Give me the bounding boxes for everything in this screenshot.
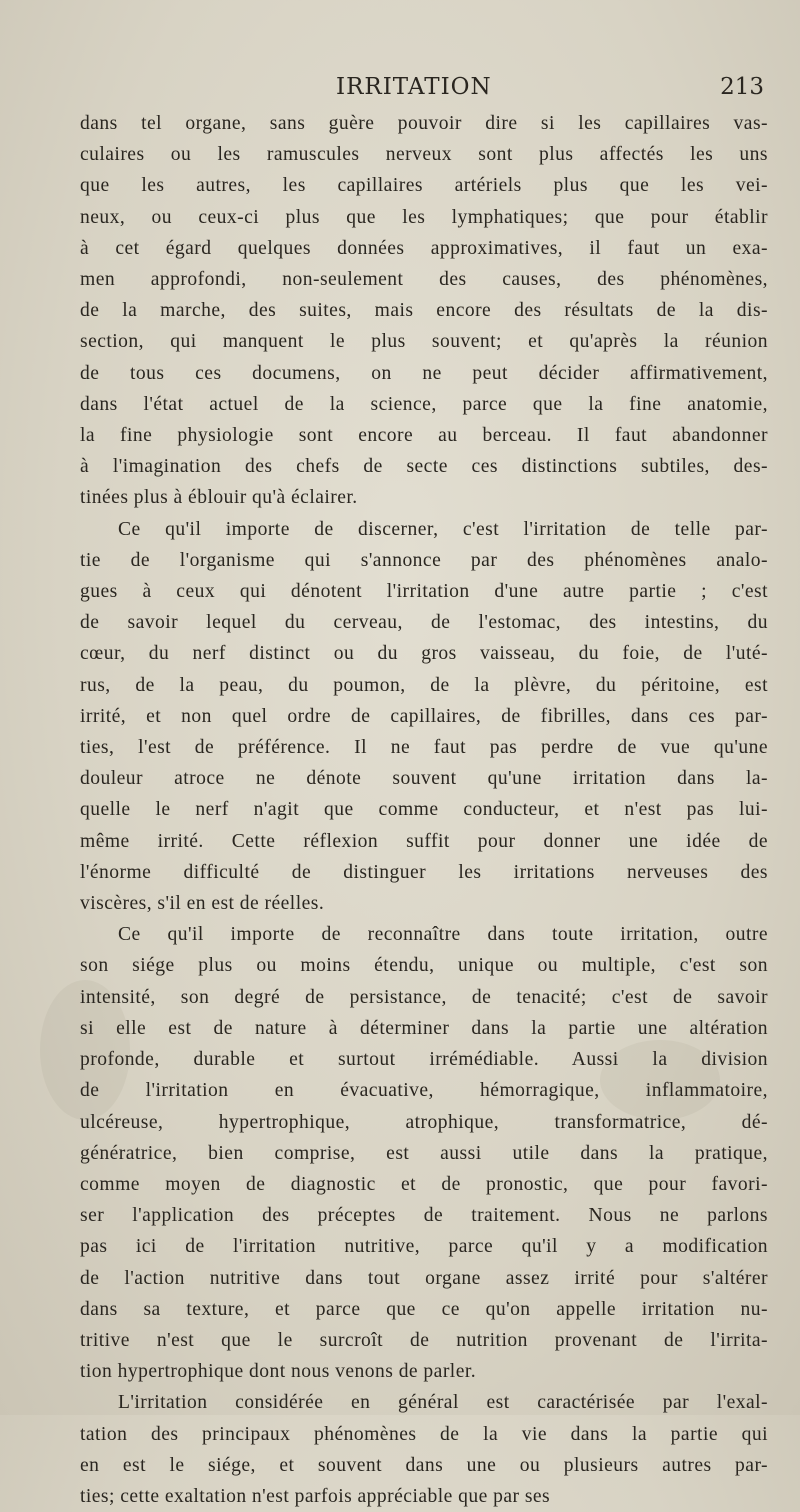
paragraph <box>80 1387 768 1512</box>
text-line: culaires ou les ramuscules nerveux sont plus affectés les uns <box>80 144 768 166</box>
text-line: ser l'application des préceptes de traitement. Nous ne parlons <box>80 1205 768 1227</box>
text-line: que les autres, les capillaires artériels plus que les vei- <box>80 175 768 197</box>
text-line: son siége plus ou moins étendu, unique ou multiple, c'est son <box>80 955 768 977</box>
text-line: Ce qu'il importe de discerner, c'est l'irritation de telle par- <box>118 518 768 540</box>
text-line: génératrice, bien comprise, est aussi utile dans la pratique, <box>80 1142 768 1164</box>
text-line: tie de l'organisme qui s'annonce par des phénomènes analo- <box>80 549 768 571</box>
text-line: men approfondi, non-seulement des causes, des phénomènes, <box>80 269 768 291</box>
text-line: profonde, durable et surtout irrémédiable. Aussi la division <box>80 1049 768 1071</box>
page-number: 213 <box>720 74 764 100</box>
text-line: Ce qu'il importe de reconnaître dans toute irritation, outre <box>118 924 768 946</box>
text-line: de tous ces documens, on ne peut décider affirmativement, <box>80 362 768 384</box>
text-line: à cet égard quelques données approximatives, il faut un exa- <box>80 237 768 259</box>
text-line: dans tel organe, sans guère pouvoir dire si les capillaires vas- <box>80 113 768 134</box>
text-line: section, qui manquent le plus souvent; et qu'après la réunion <box>80 331 768 353</box>
text-line: tion hypertrophique dont nous venons de parler. <box>80 1361 477 1383</box>
text-line: douleur atroce ne dénote souvent qu'une irritation dans la- <box>80 768 768 790</box>
text-line: ulcéreuse, hypertrophique, atrophique, transformatrice, dé- <box>80 1111 768 1133</box>
text-line: de savoir lequel du cerveau, de l'estomac, des intestins, du <box>80 612 768 634</box>
text-line: ties; cette exaltation n'est parfois appréciable que par ses <box>80 1485 551 1507</box>
text-line: cœur, du nerf distinct ou du gros vaisseau, du foie, de l'uté- <box>80 643 768 665</box>
text-line: dans sa texture, et parce que ce qu'on appelle irritation nu- <box>80 1298 768 1320</box>
text-line: pas ici de l'irritation nutritive, parce qu'il y a modification <box>80 1236 768 1258</box>
paragraph <box>80 919 768 1387</box>
text-line: de l'action nutritive dans tout organe assez irrité pour s'altérer <box>80 1267 768 1289</box>
text-line: ties, l'est de préférence. Il ne faut pas perdre de vue qu'une <box>80 737 768 759</box>
text-line: viscères, s'il en est de réelles. <box>80 893 325 915</box>
body-text <box>80 108 768 1512</box>
text-line: dans l'état actuel de la science, parce que la fine anatomie, <box>80 393 768 415</box>
text-line: même irrité. Cette réflexion suffit pour donner une idée de <box>80 830 768 852</box>
text-line: tation des principaux phénomènes de la vie dans la partie qui <box>80 1423 768 1445</box>
text-line: intensité, son degré de persistance, de tenacité; c'est de savoir <box>80 986 768 1008</box>
text-line: si elle est de nature à déterminer dans la partie une altération <box>80 1017 768 1039</box>
text-line: de l'irritation en évacuative, hémorragique, inflammatoire, <box>80 1080 768 1102</box>
paragraph <box>80 514 768 920</box>
text-line: comme moyen de diagnostic et de pronostic, que pour favori- <box>80 1173 768 1195</box>
text-line: l'énorme difficulté de distinguer les irritations nerveuses des <box>80 861 768 883</box>
text-line: gues à ceux qui dénotent l'irritation d'une autre partie ; c'est <box>80 581 768 603</box>
running-head: IRRITATION <box>336 74 492 100</box>
text-line: tritive n'est que le surcroît de nutrition provenant de l'irrita- <box>80 1329 768 1351</box>
text-line: tinées plus à éblouir qu'à éclairer. <box>80 487 358 509</box>
page-header <box>80 74 770 110</box>
paragraph <box>80 108 768 514</box>
text-line: L'irritation considérée en général est caractérisée par l'exal- <box>118 1392 768 1414</box>
text-line: la fine physiologie sont encore au berceau. Il faut abandonner <box>80 425 768 447</box>
text-line: quelle le nerf n'agit que comme conducteur, et n'est pas lui- <box>80 799 768 821</box>
text-line: à l'imagination des chefs de secte ces distinctions subtiles, des- <box>80 456 768 478</box>
text-line: en est le siége, et souvent dans une ou plusieurs autres par- <box>80 1454 768 1476</box>
text-line: irrité, et non quel ordre de capillaires, de fibrilles, dans ces par- <box>80 705 768 727</box>
text-line: rus, de la peau, du poumon, de la plèvre, du péritoine, est <box>80 674 768 696</box>
text-line: neux, ou ceux-ci plus que les lymphatiques; que pour établir <box>80 206 768 228</box>
text-line: de la marche, des suites, mais encore des résultats de la dis- <box>80 300 768 322</box>
